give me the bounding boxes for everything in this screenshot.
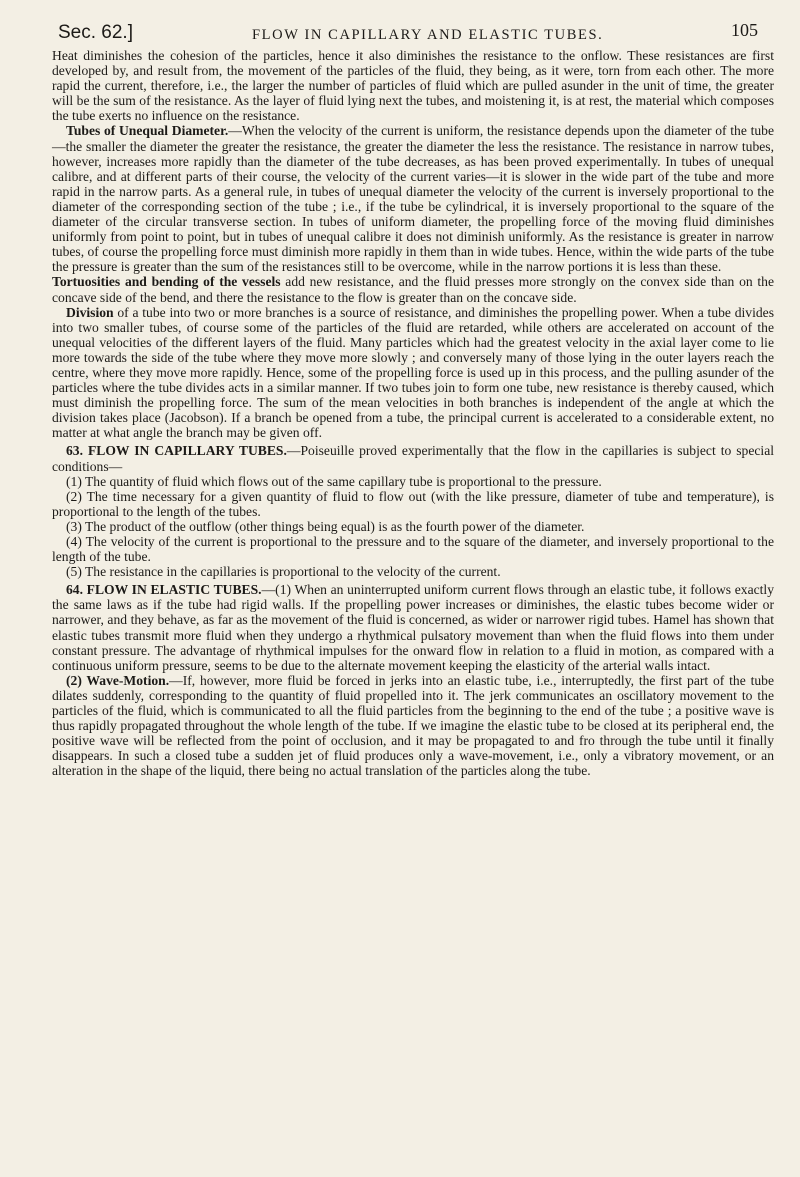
- text-division: of a tube into two or more branches is a source of resistance, and diminishes the propelling power. When a tube divides into two smaller tubes, of course some of the particles of the fluid are retarded, while others are accelerated on account of the unequal velocities of the different layers of the fluid. Many particles which had the greatest velocity in the axial layer come to lie more towards the side of the tube where they move more slowly ; and conversely many of those lying in the outer layers reach the centre, where they move more rapidly. Hence, some of the propelling force is used up in this process, and the pulling asunder of the particles where the tube divides acts in a similar manner. If two tubes join to form one tube, new resistance is thereby caused, which must diminish the propelling force. The sum of the mean velocities in both branches is independent of the angle at which the division takes place (Jacobson). If a branch be opened from a tube, the principal current is accelerated to a considerable extent, no matter at what angle the branch may be given off.: [52, 304, 774, 441]
- text-wave-motion: —If, however, more fluid be forced in jerks into an elastic tube, i.e., interruptedly, the first part of the tube dilates suddenly, corresponding to the quantity of fluid propelled into it. The jerk communicates an oscillatory movement to the particles of the fluid, which is communicated to all the fluid particles from the beginning to the end of the tube ; a positive wave is thus rapidly propagated throughout the whole length of the tube. If we imagine the elastic tube to be closed at its peripheral end, the positive wave will be reflected from the point of occlusion, and it may be propagated to and fro through the tube until it finally disappears. In such a closed tube a sudden jet of fluid produces only a wave-movement, i.e., only a vibratory movement, or an alteration in the shape of the liquid, there being no actual translation of the particles along the tube.: [52, 672, 774, 779]
- paragraph-division: [52, 305, 774, 441]
- list-item: (4) The velocity of the current is proportional to the pressure and to the square of the diameter, and inversely proportional to the length of the tube.: [52, 534, 774, 565]
- list-item: (2) The time necessary for a given quantity of fluid to flow out (with the like pressure, diameter of tube and temperature), is proportional to the length of the tubes.: [52, 488, 774, 519]
- text-section-63: —Poiseuille proved experimentally that the flow in the capillaries is subject to special conditions—: [52, 443, 774, 474]
- paragraph-wave-motion: [52, 673, 774, 779]
- heading-unequal-diameter: Tubes of Unequal Diameter.: [66, 123, 229, 139]
- section-marker: Sec. 62.]: [58, 22, 133, 43]
- text-tortuosities: add new resistance, and the fluid presses more strongly on the convex side than on the concave side of the bend, and there the resistance to the flow is greater than on the concave side.: [52, 274, 774, 305]
- paragraph-heat: Heat diminishes the cohesion of the particles, hence it also diminishes the resistance to the onflow. These resistances are first developed by, and result from, the movement of the particles of the fluid, they being, as it were, torn from each other. The more rapid the current, therefore, i.e., the larger the number of particles of fluid which are pulled asunder in the unit of time, the greater will be the sum of the resistance. As the layer of fluid lying next the tubes, and moistening it, is at rest, the material which composes the tube exerts no influence on the resistance.: [52, 48, 774, 124]
- list-item: (1) The quantity of fluid which flows out of the same capillary tube is proportional to the pressure.: [66, 473, 602, 489]
- heading-section-63: 63. FLOW IN CAPILLARY TUBES.: [66, 443, 287, 459]
- list-item: (5) The resistance in the capillaries is proportional to the velocity of the current.: [66, 564, 501, 580]
- paragraph-unequal-diameter: [52, 123, 774, 274]
- running-title: FLOW IN CAPILLARY AND ELASTIC TUBES.: [252, 27, 604, 43]
- paragraph-tortuosities: [52, 274, 774, 304]
- list-item: (3) The product of the outflow (other things being equal) is as the fourth power of the diameter.: [66, 518, 585, 534]
- page-body: [52, 48, 774, 779]
- heading-tortuosities: Tortuosities and bending of the vessels: [52, 274, 281, 290]
- heading-wave-motion: (2) Wave-Motion.: [66, 672, 170, 688]
- section-64-intro: [52, 582, 774, 673]
- heading-division: Division: [66, 304, 114, 320]
- page-header: [52, 14, 774, 48]
- text-unequal-diameter: —When the velocity of the current is uniform, the resistance depends upon the diameter of the tube—the smaller the diameter the greater the resistance, the greater the diameter the less the resistance. The resistance in narrow tubes, however, increases more rapidly than the diameter of the tube decreases, as has been proved experimentally. In tubes of unequal calibre, and at different parts of their course, the velocity of the current varies—it is slower in the wide part of the tube and more rapid in the narrow parts. As a general rule, in tubes of unequal diameter the velocity of the current is inversely proportional to the diameter of the corresponding section of the tube ; i.e., if the tube be cylindrical, it is inversely proportional to the square of the diameter of the circular transverse section. In tubes of uniform diameter, the propelling force of the moving fluid diminishes uniformly from point to point, but in tubes of unequal calibre it does not diminish uniformly. As the resistance is greater in narrow tubes, of course the propelling force must diminish more rapidly in them than in wide tubes. Hence, within the wide parts of the tube the pressure is greater than the sum of the resistances still to be overcome, while in the narrow portions it is less than these.: [52, 123, 774, 275]
- section-63-intro: [52, 443, 774, 473]
- heading-section-64: 64. FLOW IN ELASTIC TUBES.: [66, 582, 262, 598]
- text-section-64: —(1) When an uninterrupted uniform current flows through an elastic tube, it follows exactly the same laws as if the tube had rigid walls. If the propelling power increases or diminishes, the elastic tubes become wider or narrower, and they behave, as far as the movement of the fluid is concerned, as wider or narrower rigid tubes. Hamel has shown that elastic tubes transmit more fluid when they undergo a rhythmical pulsatory movement than when the fluid flows into them under constant pressure. The advantage of rhythmical impulses for the onward flow in relation to a fluid in motion, as compared with a continuous uniform pressure, seems to be due to the alternate movement keeping the elasticity of the arterial walls intact.: [52, 582, 774, 673]
- page-number: 105: [731, 20, 758, 40]
